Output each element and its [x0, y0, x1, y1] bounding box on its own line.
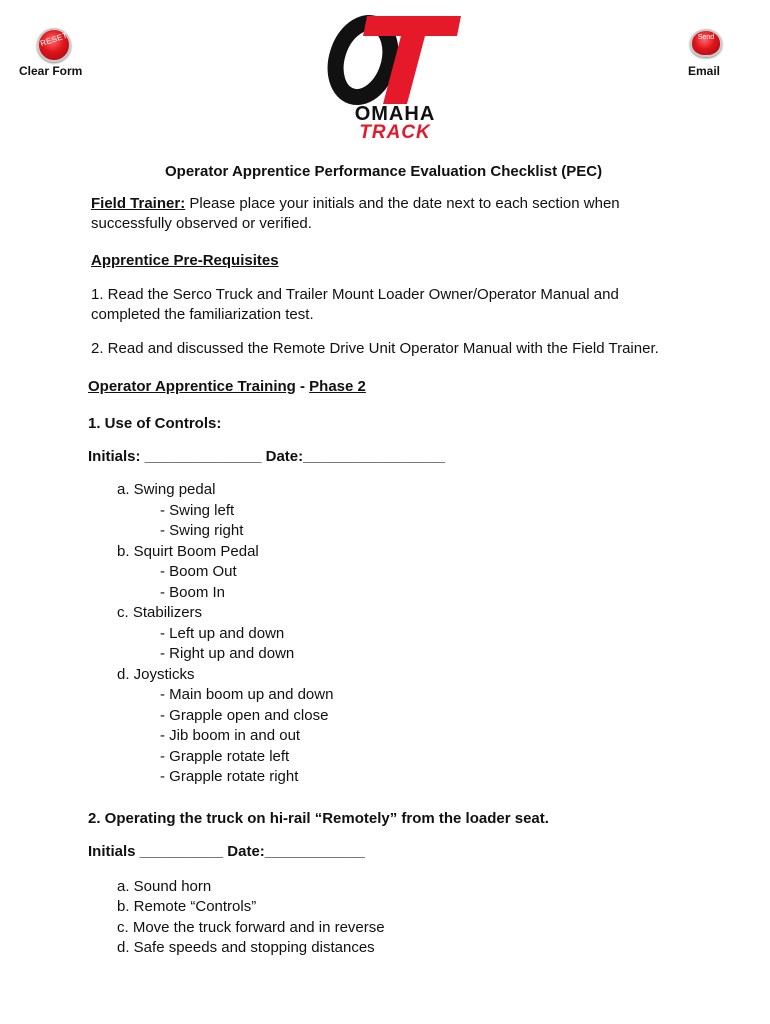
list-item: - Right up and down — [160, 645, 295, 662]
field-trainer-text1: Please place your initials and the date next to each section when — [185, 195, 620, 212]
prereq-heading: Apprentice Pre-Requisites — [91, 252, 279, 269]
email-button-text: Send — [697, 34, 715, 41]
prereq-item2: 2. Read and discussed the Remote Drive Unit Operator Manual with the Field Trainer. — [91, 340, 659, 357]
ot-mark — [327, 16, 461, 104]
list-item: d. Safe speeds and stopping distances — [117, 939, 375, 956]
training-heading-sep: - — [295, 378, 310, 395]
list-item: c. Move the truck forward and in reverse — [117, 919, 385, 936]
clear-form-label[interactable]: Clear Form — [19, 64, 83, 78]
prereq-item1-line2: completed the familiarization test. — [91, 306, 314, 323]
email-button[interactable] — [690, 29, 722, 57]
list-item: - Jib boom in and out — [160, 727, 301, 744]
list-item: - Grapple rotate right — [160, 768, 299, 785]
section1-heading: 1. Use of Controls: — [88, 415, 222, 432]
list-item: c. Stabilizers — [117, 604, 203, 621]
training-heading-part1: Operator Apprentice Training — [88, 378, 296, 395]
clear-form-button[interactable] — [37, 28, 71, 62]
logo-word-omaha: OMAHA — [354, 103, 436, 125]
list-item: - Left up and down — [160, 625, 285, 642]
field-trainer-line2: successfully observed or verified. — [91, 215, 312, 232]
list-item: b. Squirt Boom Pedal — [117, 543, 259, 560]
list-item: b. Remote “Controls” — [117, 898, 257, 915]
logo-word-track: TRACK — [359, 122, 431, 140]
page-title: Operator Apprentice Performance Evaluation Checklist (PEC) — [165, 163, 603, 180]
section2-initials-date[interactable]: Initials __________ Date:____________ — [88, 843, 365, 860]
field-trainer-line1 — [91, 195, 620, 213]
training-heading — [88, 378, 366, 396]
list-item: - Main boom up and down — [160, 686, 334, 703]
list-item: - Swing left — [160, 502, 235, 519]
list-item: a. Swing pedal — [117, 481, 216, 498]
list-item: - Swing right — [160, 522, 244, 539]
email-label[interactable]: Email — [688, 64, 721, 78]
section2-heading: 2. Operating the truck on hi-rail “Remotely” from the loader seat. — [88, 810, 549, 827]
training-heading-part2: Phase 2 — [309, 378, 366, 395]
reset-button-text: RESET — [39, 30, 69, 49]
section1-initials-date[interactable]: Initials: ______________ Date:_________________ — [88, 448, 445, 465]
prereq-item1-line1: 1. Read the Serco Truck and Trailer Mount Loader Owner/Operator Manual and — [91, 286, 619, 303]
list-item: - Boom Out — [160, 563, 237, 580]
omaha-track-logo — [325, 12, 465, 140]
list-item: - Boom In — [160, 584, 226, 601]
list-item: - Grapple open and close — [160, 707, 329, 724]
list-item: a. Sound horn — [117, 878, 212, 895]
list-item: - Grapple rotate left — [160, 748, 290, 765]
field-trainer-label: Field Trainer: — [91, 195, 186, 212]
list-item: d. Joysticks — [117, 666, 195, 683]
